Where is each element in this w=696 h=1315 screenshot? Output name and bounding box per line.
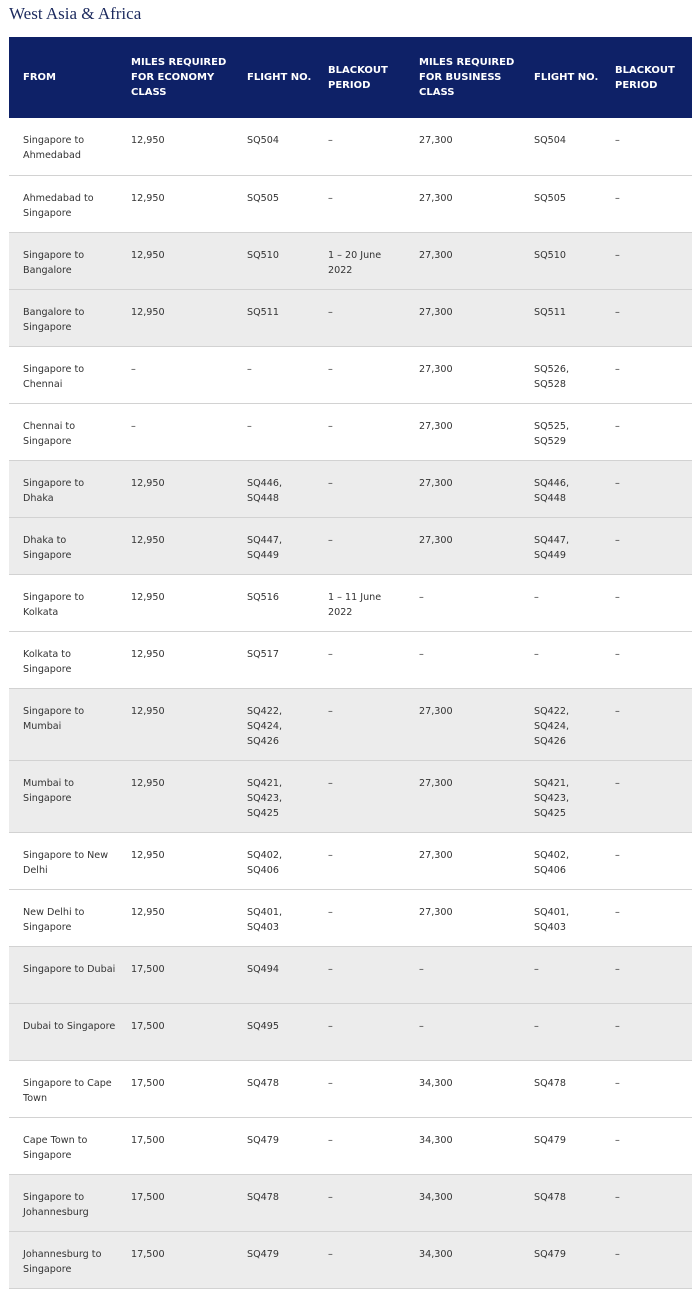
business-miles-cell: 27,300 — [405, 403, 520, 460]
economy-miles-cell: 12,950 — [117, 118, 233, 175]
from-cell: Singapore to Dubai — [9, 946, 117, 1003]
table-row — [9, 1060, 692, 1117]
economy-miles-cell: 12,950 — [117, 760, 233, 832]
economy-flight-cell: SQ402, SQ406 — [233, 832, 314, 889]
economy-flight-cell: – — [233, 346, 314, 403]
economy-miles-cell: 12,950 — [117, 889, 233, 946]
business-flight-cell: SQ401, SQ403 — [520, 889, 601, 946]
economy-flight-cell: SQ478 — [233, 1174, 314, 1231]
economy-flight-cell: SQ479 — [233, 1117, 314, 1174]
table-row — [9, 688, 692, 760]
business-blackout-cell: – — [601, 631, 692, 688]
business-miles-cell: 27,300 — [405, 346, 520, 403]
table-row — [9, 946, 692, 1003]
economy-miles-cell: 12,950 — [117, 574, 233, 631]
table-row — [9, 889, 692, 946]
economy-flight-cell: SQ504 — [233, 118, 314, 175]
business-miles-cell: 27,300 — [405, 688, 520, 760]
from-cell: Singapore to Kolkata — [9, 574, 117, 631]
business-blackout-cell: – — [601, 289, 692, 346]
business-blackout-cell: – — [601, 889, 692, 946]
from-cell: Bangalore to Singapore — [9, 289, 117, 346]
section-title: West Asia & Africa — [9, 4, 142, 23]
award-miles-table — [9, 37, 692, 1289]
economy-flight-cell: SQ510 — [233, 232, 314, 289]
business-miles-cell: 27,300 — [405, 760, 520, 832]
business-flight-cell: SQ511 — [520, 289, 601, 346]
economy-flight-cell: SQ479 — [233, 1231, 314, 1288]
business-flight-cell: SQ525, SQ529 — [520, 403, 601, 460]
economy-flight-cell: SQ447, SQ449 — [233, 517, 314, 574]
economy-blackout-cell: – — [314, 1117, 405, 1174]
business-blackout-cell: – — [601, 1060, 692, 1117]
economy-blackout-cell: 1 – 20 June 2022 — [314, 232, 405, 289]
business-blackout-cell: – — [601, 118, 692, 175]
business-blackout-cell: – — [601, 346, 692, 403]
from-cell: Singapore to Dhaka — [9, 460, 117, 517]
from-cell: Singapore to Chennai — [9, 346, 117, 403]
from-cell: Johannesburg to Singapore — [9, 1231, 117, 1288]
table-row — [9, 1174, 692, 1231]
table-row — [9, 460, 692, 517]
economy-flight-cell: SQ494 — [233, 946, 314, 1003]
business-flight-cell: SQ479 — [520, 1231, 601, 1288]
business-miles-cell: – — [405, 574, 520, 631]
economy-flight-cell: SQ422, SQ424, SQ426 — [233, 688, 314, 760]
economy-blackout-cell: – — [314, 175, 405, 232]
economy-miles-cell: – — [117, 403, 233, 460]
economy-flight-cell: – — [233, 403, 314, 460]
header-economy-miles: MILES REQUIRED FOR ECONOMY CLASS — [117, 37, 233, 118]
from-cell: Dhaka to Singapore — [9, 517, 117, 574]
table-body — [9, 118, 692, 1288]
economy-miles-cell: 17,500 — [117, 1174, 233, 1231]
business-miles-cell: 27,300 — [405, 889, 520, 946]
business-blackout-cell: – — [601, 574, 692, 631]
business-miles-cell: 34,300 — [405, 1117, 520, 1174]
economy-blackout-cell: 1 – 11 June 2022 — [314, 574, 405, 631]
table-row — [9, 760, 692, 832]
from-cell: Singapore to Cape Town — [9, 1060, 117, 1117]
economy-flight-cell: SQ511 — [233, 289, 314, 346]
business-miles-cell: 27,300 — [405, 175, 520, 232]
table-row — [9, 1003, 692, 1060]
economy-blackout-cell: – — [314, 1003, 405, 1060]
header-row — [9, 37, 692, 118]
economy-flight-cell: SQ517 — [233, 631, 314, 688]
business-flight-cell: SQ505 — [520, 175, 601, 232]
business-blackout-cell: – — [601, 517, 692, 574]
economy-flight-cell: SQ478 — [233, 1060, 314, 1117]
header-business-blackout: BLACKOUT PERIOD — [601, 37, 692, 118]
business-blackout-cell: – — [601, 1231, 692, 1288]
economy-miles-cell: 12,950 — [117, 517, 233, 574]
economy-miles-cell: 12,950 — [117, 175, 233, 232]
business-miles-cell: 27,300 — [405, 832, 520, 889]
economy-miles-cell: 17,500 — [117, 1231, 233, 1288]
economy-flight-cell: SQ421, SQ423, SQ425 — [233, 760, 314, 832]
economy-blackout-cell: – — [314, 889, 405, 946]
economy-miles-cell: 17,500 — [117, 1003, 233, 1060]
business-flight-cell: SQ526, SQ528 — [520, 346, 601, 403]
table-row — [9, 403, 692, 460]
business-flight-cell: – — [520, 946, 601, 1003]
from-cell: Singapore to Johannesburg — [9, 1174, 117, 1231]
header-economy-flight: FLIGHT NO. — [233, 37, 314, 118]
table-row — [9, 118, 692, 175]
from-cell: Chennai to Singapore — [9, 403, 117, 460]
economy-miles-cell: 12,950 — [117, 688, 233, 760]
header-business-flight: FLIGHT NO. — [520, 37, 601, 118]
economy-blackout-cell: – — [314, 346, 405, 403]
business-blackout-cell: – — [601, 760, 692, 832]
business-blackout-cell: – — [601, 460, 692, 517]
business-flight-cell: SQ402, SQ406 — [520, 832, 601, 889]
economy-flight-cell: SQ401, SQ403 — [233, 889, 314, 946]
economy-blackout-cell: – — [314, 403, 405, 460]
business-miles-cell: 34,300 — [405, 1060, 520, 1117]
economy-flight-cell: SQ495 — [233, 1003, 314, 1060]
economy-miles-cell: 12,950 — [117, 460, 233, 517]
business-miles-cell: 34,300 — [405, 1174, 520, 1231]
economy-blackout-cell: – — [314, 1060, 405, 1117]
business-flight-cell: SQ478 — [520, 1174, 601, 1231]
from-cell: Singapore to Bangalore — [9, 232, 117, 289]
table-row — [9, 517, 692, 574]
business-flight-cell: – — [520, 631, 601, 688]
from-cell: Singapore to Mumbai — [9, 688, 117, 760]
business-blackout-cell: – — [601, 1003, 692, 1060]
economy-blackout-cell: – — [314, 1174, 405, 1231]
business-flight-cell: SQ422, SQ424, SQ426 — [520, 688, 601, 760]
business-blackout-cell: – — [601, 946, 692, 1003]
business-miles-cell: 27,300 — [405, 289, 520, 346]
economy-flight-cell: SQ516 — [233, 574, 314, 631]
business-flight-cell: SQ447, SQ449 — [520, 517, 601, 574]
economy-miles-cell: 17,500 — [117, 1117, 233, 1174]
business-blackout-cell: – — [601, 1117, 692, 1174]
business-flight-cell: SQ421, SQ423, SQ425 — [520, 760, 601, 832]
business-blackout-cell: – — [601, 232, 692, 289]
economy-miles-cell: – — [117, 346, 233, 403]
economy-miles-cell: 17,500 — [117, 946, 233, 1003]
economy-blackout-cell: – — [314, 289, 405, 346]
economy-miles-cell: 17,500 — [117, 1060, 233, 1117]
business-miles-cell: 27,300 — [405, 517, 520, 574]
business-flight-cell: – — [520, 1003, 601, 1060]
economy-blackout-cell: – — [314, 460, 405, 517]
from-cell: New Delhi to Singapore — [9, 889, 117, 946]
economy-miles-cell: 12,950 — [117, 832, 233, 889]
table-row — [9, 631, 692, 688]
economy-miles-cell: 12,950 — [117, 232, 233, 289]
table-row — [9, 289, 692, 346]
business-blackout-cell: – — [601, 175, 692, 232]
table-row — [9, 1231, 692, 1288]
business-blackout-cell: – — [601, 832, 692, 889]
table-row — [9, 1117, 692, 1174]
from-cell: Singapore to New Delhi — [9, 832, 117, 889]
table-header — [9, 37, 692, 118]
business-miles-cell: 27,300 — [405, 232, 520, 289]
business-flight-cell: SQ510 — [520, 232, 601, 289]
header-from: FROM — [9, 37, 117, 118]
economy-miles-cell: 12,950 — [117, 631, 233, 688]
business-blackout-cell: – — [601, 688, 692, 760]
economy-blackout-cell: – — [314, 631, 405, 688]
economy-blackout-cell: – — [314, 1231, 405, 1288]
economy-miles-cell: 12,950 — [117, 289, 233, 346]
from-cell: Mumbai to Singapore — [9, 760, 117, 832]
business-flight-cell: SQ479 — [520, 1117, 601, 1174]
table-row — [9, 832, 692, 889]
table-row — [9, 175, 692, 232]
business-miles-cell: 34,300 — [405, 1231, 520, 1288]
business-miles-cell: – — [405, 1003, 520, 1060]
business-flight-cell: SQ504 — [520, 118, 601, 175]
economy-blackout-cell: – — [314, 118, 405, 175]
business-miles-cell: – — [405, 631, 520, 688]
economy-flight-cell: SQ446, SQ448 — [233, 460, 314, 517]
from-cell: Dubai to Singapore — [9, 1003, 117, 1060]
header-business-miles: MILES REQUIRED FOR BUSINESS CLASS — [405, 37, 520, 118]
business-miles-cell: – — [405, 946, 520, 1003]
business-flight-cell: – — [520, 574, 601, 631]
from-cell: Kolkata to Singapore — [9, 631, 117, 688]
from-cell: Ahmedabad to Singapore — [9, 175, 117, 232]
table-row — [9, 346, 692, 403]
economy-blackout-cell: – — [314, 688, 405, 760]
business-miles-cell: 27,300 — [405, 460, 520, 517]
economy-blackout-cell: – — [314, 760, 405, 832]
economy-blackout-cell: – — [314, 832, 405, 889]
business-blackout-cell: – — [601, 403, 692, 460]
business-flight-cell: SQ478 — [520, 1060, 601, 1117]
economy-blackout-cell: – — [314, 946, 405, 1003]
from-cell: Cape Town to Singapore — [9, 1117, 117, 1174]
business-miles-cell: 27,300 — [405, 118, 520, 175]
business-blackout-cell: – — [601, 1174, 692, 1231]
table-row — [9, 574, 692, 631]
economy-flight-cell: SQ505 — [233, 175, 314, 232]
table-row — [9, 232, 692, 289]
header-economy-blackout: BLACKOUT PERIOD — [314, 37, 405, 118]
business-flight-cell: SQ446, SQ448 — [520, 460, 601, 517]
from-cell: Singapore to Ahmedabad — [9, 118, 117, 175]
economy-blackout-cell: – — [314, 517, 405, 574]
